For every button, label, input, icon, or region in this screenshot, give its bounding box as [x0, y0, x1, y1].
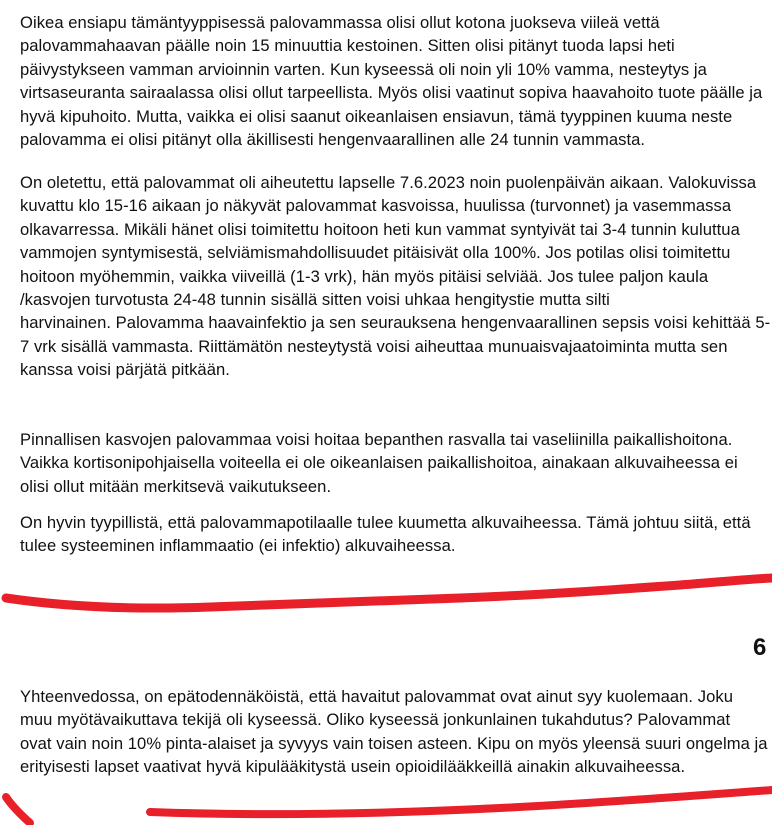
paragraph-fever [20, 511, 751, 558]
text-line: palovamma ei olisi pitänyt olla äkillisesti hengenvaarallinen alle 24 tunnin vammasta. [20, 130, 646, 150]
text-line: ovat vain noin 10% pinta-alaiset ja syvyys vain toisen asteen. Kipu on myös yleensä suuri ongelma ja [20, 733, 768, 753]
text-line: kanssa voisi pärjätä pitkään. [20, 360, 230, 380]
paragraph-timeline [20, 171, 770, 382]
text-line: päivystykseen vamman arvioinnin varten. Kun kyseessä oli noin yli 10% vamma, nesteytys ja [20, 59, 707, 79]
text-line: On oletettu, että palovammat oli aiheutettu lapselle 7.6.2023 noin puolenpäivän aikaan. Valokuvissa [20, 173, 757, 192]
text-line: muu myötävaikuttava tekijä oli kyseessä. Oliko kyseessä jonkunlainen tukahdutus? Palovammat [20, 710, 731, 730]
text-line: /kasvojen turvotusta 24-48 tunnin sisällä sitten voisi uhkaa hengitystie mutta silti [20, 290, 610, 310]
text-line: olkavarressa. Mikäli hänet olisi toimitettu hoitoon heti kun vammat syntyivät tai 3-4 tunnin kuluttua [20, 219, 740, 239]
text-line: Pinnallisen kasvojen palovammaa voisi hoitaa bepanthen rasvalla tai vaseliinilla paikallishoitona. [20, 430, 733, 449]
paragraph-local-treatment [20, 428, 738, 498]
text-line: virtsaseuranta sairaalassa olisi ollut tarpeellista. Myös olisi vaatinut sopiva haavahoito tuote päälle ja [20, 83, 763, 103]
text-line: hoitoon myöhemmin, vaikka viiveillä (1-3 vrk), hän myös pitäisi selviää. Jos tulee paljon kaula [20, 266, 709, 286]
red-marker-stroke-lower [6, 790, 772, 823]
text-line: hyvä kipuhoito. Mutta, vaikka ei olisi saanut oikeanlaisen ensiavun, tämä tyyppinen kuuma neste [20, 106, 733, 126]
page-number: 6 [753, 634, 767, 661]
red-marker-stroke-upper [6, 578, 772, 608]
text-line: Vaikka kortisonipohjaisella voiteella ei ole oikeanlaisen paikallishoitoa, ainakaan alkuvaiheessa ei [20, 453, 738, 473]
text-line: palovammahaavan päälle noin 15 minuuttia kestoinen. Sitten olisi pitänyt tuoda lapsi heti [20, 36, 675, 56]
text-line: 7 vrk sisällä vammasta. Riittämätön nesteytystä voisi aiheuttaa munuaisvajaatoiminta mutta sen [20, 336, 728, 356]
text-line: kuvattu klo 15-16 aikaan jo näkyvät palovammat kasvoissa, huulissa (turvonnet) ja vasemmassa [20, 196, 732, 216]
paragraph-first-aid [20, 11, 762, 151]
text-line: Oikea ensiapu tämäntyyppisessä palovammassa olisi ollut kotona juokseva viileä vettä [20, 13, 660, 32]
text-line: tulee systeeminen inflammaatio (ei infektio) alkuvaiheessa. [20, 536, 456, 556]
paragraph-summary [20, 685, 768, 779]
text-line: vammojen syntymisestä, selviämismahdollisuudet pitäisivät olla 100%. Jos potilas olisi toimitettu [20, 243, 731, 263]
text-line: On hyvin tyypillistä, että palovammapotilaalle tulee kuumetta alkuvaiheessa. Tämä johtuu siitä, että [20, 513, 751, 532]
text-line: harvinainen. Palovamma haavainfektio ja sen seurauksena hengenvaarallinen sepsis voisi kehittää 5- [20, 313, 771, 333]
text-line: Yhteenvedossa, on epätodennäköistä, että havaitut palovammat ovat ainut syy kuolemaan. Joku [20, 687, 733, 706]
text-line: olisi ollut mitään merkitsevä vaikutukseen. [20, 476, 332, 496]
text-line: erityisesti lapset vaativat hyvä kipulääkitystä usein opioidilääkkeillä ainakin alkuvaiheessa. [20, 757, 686, 777]
